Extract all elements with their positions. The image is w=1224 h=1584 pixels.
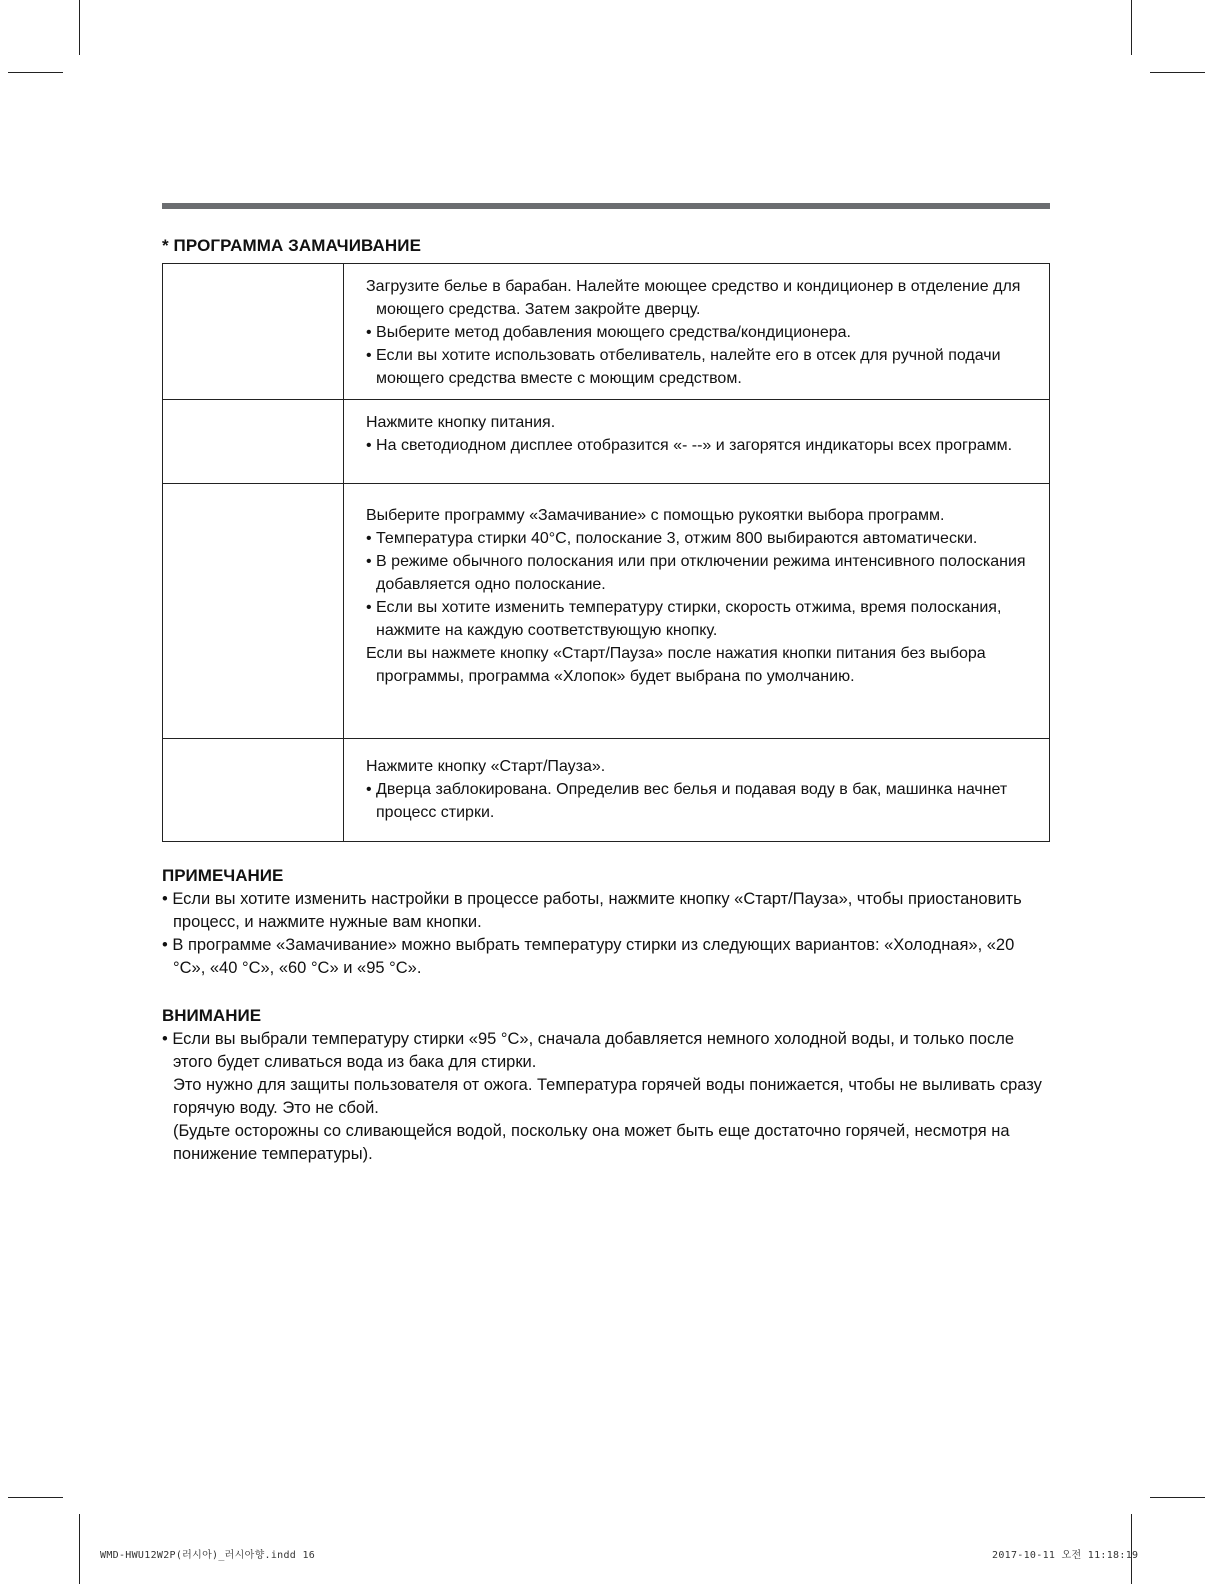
- crop-mark: [79, 1514, 80, 1584]
- step-line: • Дверца заблокирована. Определив вес белья и подавая воду в бак, машинка начнет процесс стирки.: [366, 781, 1008, 821]
- crop-mark: [79, 0, 80, 55]
- footer-timestamp: 2017-10-11 오전 11:18:19: [992, 1550, 1139, 1561]
- caution-paragraph: Это нужно для защиты пользователя от ожога. Температура горячей воды понижается, чтобы не выливать сразу горячую воду. Это не сбой.: [173, 1076, 1042, 1117]
- step-image-cell: [163, 484, 344, 739]
- step-image-cell: [163, 264, 344, 400]
- footer-filename: WMD-HWU12W2P(러시아)_러시아향.indd 16: [100, 1550, 316, 1561]
- step-line: Нажмите кнопку «Старт/Пауза».: [366, 758, 606, 775]
- step-line: Нажмите кнопку питания.: [366, 414, 556, 431]
- section-divider: [162, 203, 1050, 209]
- step-text-cell: [344, 739, 1050, 842]
- crop-mark: [1150, 72, 1205, 73]
- crop-mark: [1150, 1497, 1205, 1498]
- note-bullet: • Если вы хотите изменить настройки в процессе работы, нажмите кнопку «Старт/Пауза», чтобы приостановить процесс, и нажмите нужные вам кнопки.: [162, 890, 1022, 931]
- step-text-cell: [344, 264, 1050, 400]
- step-line: • Если вы хотите изменить температуру стирки, скорость отжима, время полоскания, нажмите на каждую соответствующую кнопку.: [366, 599, 1002, 639]
- step-line: • На светодиодном дисплее отобразится «- --» и загорятся индикаторы всех программ.: [366, 437, 1013, 454]
- step-line: Если вы нажмете кнопку «Старт/Пауза» после нажатия кнопки питания без выбора программы, программа «Хлопок» будет выбрана по умолчанию.: [366, 645, 986, 685]
- note-bullet: • В программе «Замачивание» можно выбрать температуру стирки из следующих вариантов: «Холодная», «20 °C», «40 °C», «60 °C» и «95 °C».: [162, 936, 1015, 977]
- caution-block: [162, 1004, 1042, 1166]
- section-title: * ПРОГРАММА ЗАМАЧИВАНИЕ: [162, 236, 422, 255]
- step-line: • В режиме обычного полоскания или при отключении режима интенсивного полоскания добавляется одно полоскание.: [366, 553, 1026, 593]
- step-image-cell: [163, 400, 344, 484]
- step-image-cell: [163, 739, 344, 842]
- step-line: • Если вы хотите использовать отбеливатель, налейте его в отсек для ручной подачи моющего средства вместе с моющим средством.: [366, 347, 1001, 387]
- step-row: [163, 739, 1050, 842]
- step-row: [163, 264, 1050, 400]
- step-text-cell: [344, 400, 1050, 484]
- step-row: [163, 400, 1050, 484]
- steps-table: [162, 263, 1050, 842]
- step-line: • Выберите метод добавления моющего средства/кондиционера.: [366, 324, 851, 341]
- step-text-cell: [344, 484, 1050, 739]
- note-block: [162, 864, 1042, 980]
- note-heading: ПРИМЕЧАНИЕ: [162, 866, 284, 885]
- caution-heading: ВНИМАНИЕ: [162, 1006, 262, 1025]
- step-line: • Температура стирки 40°C, полоскание 3, отжим 800 выбираются автоматически.: [366, 530, 978, 547]
- crop-mark: [8, 1497, 63, 1498]
- caution-bullet: • Если вы выбрали температуру стирки «95 °C», сначала добавляется немного холодной воды, и только после этого будет сливаться вода из бака для стирки.: [162, 1030, 1015, 1071]
- step-line: Загрузите белье в барабан. Налейте моющее средство и кондиционер в отделение для моющего средства. Затем закройте дверцу.: [366, 278, 1021, 318]
- step-line: Выберите программу «Замачивание» с помощью рукоятки выбора программ.: [366, 507, 945, 524]
- caution-paragraph: (Будьте осторожны со сливающейся водой, поскольку она может быть еще достаточно горячей, несмотря на понижение температуры).: [173, 1122, 1010, 1163]
- step-row: [163, 484, 1050, 739]
- crop-mark: [8, 72, 63, 73]
- crop-mark: [1131, 0, 1132, 55]
